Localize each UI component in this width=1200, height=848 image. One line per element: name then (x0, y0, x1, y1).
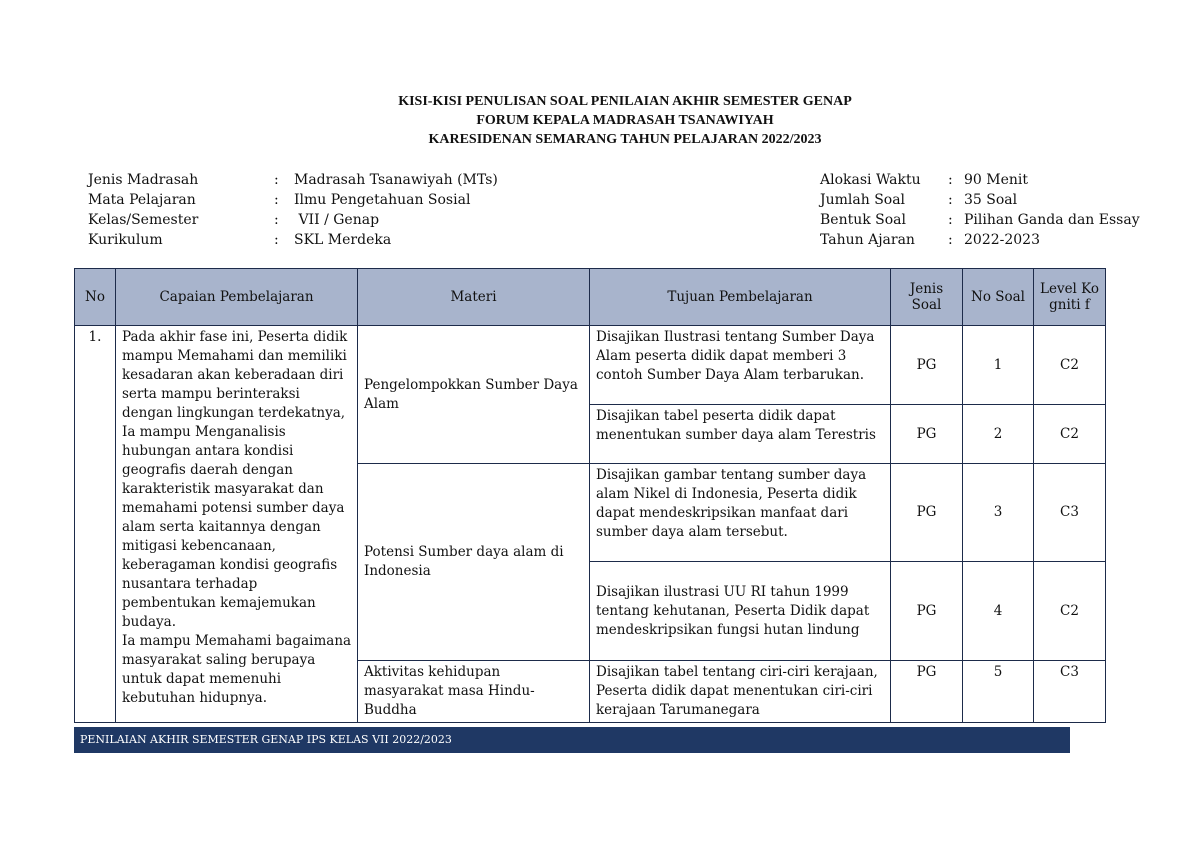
meta-colon: : (948, 192, 953, 208)
meta-row-bentuk-soal (820, 210, 1160, 230)
header-no-soal: No Soal (963, 269, 1034, 326)
meta-colon: : (948, 232, 953, 248)
meta-colon: : (274, 172, 279, 188)
meta-colon: : (274, 212, 279, 228)
cell-level-2: C2 (1034, 405, 1106, 464)
cell-no-5: 5 (963, 661, 1034, 723)
cell-tujuan-5: Disajikan tabel tentang ciri-ciri kerajaan, Peserta didik dapat menentukan ciri-ciri kerajaan Tarumanegara (590, 661, 891, 723)
cell-tujuan-3: Disajikan gambar tentang sumber daya alam Nikel di Indonesia, Peserta didik dapat mendeskripsikan manfaat dari sumber daya alam tersebut. (590, 464, 891, 562)
header-materi: Materi (358, 269, 590, 326)
meta-row-mata-pelajaran (88, 190, 528, 210)
cell-no-4: 4 (963, 562, 1034, 661)
table-header-row (75, 269, 1106, 326)
cell-materi-1: Pengelompokkan Sumber Daya Alam (358, 326, 590, 464)
kisi-kisi-table (74, 268, 1106, 723)
cell-level-4: C2 (1034, 562, 1106, 661)
cell-level-1: C2 (1034, 326, 1106, 405)
meta-colon: : (274, 232, 279, 248)
meta-label: Jenis Madrasah (88, 172, 199, 188)
meta-row-jenis-madrasah (88, 170, 528, 190)
footer-bar: PENILAIAN AKHIR SEMESTER GENAP IPS KELAS VII 2022/2023 (74, 727, 1070, 753)
meta-row-jumlah-soal (820, 190, 1160, 210)
header-no: No (75, 269, 116, 326)
cell-no-3: 3 (963, 464, 1034, 562)
header-level-kognitif: Level Kogniti f (1034, 269, 1106, 326)
meta-value: SKL Merdeka (294, 232, 392, 248)
identity-right (820, 170, 1160, 250)
meta-row-kelas-semester (88, 210, 528, 230)
cell-level-5: C3 (1034, 661, 1106, 723)
title-line-1: KISI-KISI PENULISAN SOAL PENILAIAN AKHIR SEMESTER GENAP (398, 94, 852, 109)
cell-jenis-1: PG (891, 326, 963, 405)
cell-jenis-2: PG (891, 405, 963, 464)
meta-value: Ilmu Pengetahuan Sosial (294, 192, 471, 208)
cell-no-1: 1 (963, 326, 1034, 405)
title-line-2: FORUM KEPALA MADRASAH TSANAWIYAH (476, 113, 774, 128)
meta-value: Pilihan Ganda dan Essay (964, 212, 1140, 228)
meta-row-alokasi-waktu (820, 170, 1160, 190)
cell-jenis-5: PG (891, 661, 963, 723)
meta-label: Kelas/Semester (88, 212, 199, 228)
meta-colon: : (948, 212, 953, 228)
header-jenis-soal: Jenis Soal (891, 269, 963, 326)
table-row (75, 326, 1106, 405)
cell-capaian: Pada akhir fase ini, Peserta didik mampu Memahami dan memiliki kesadaran akan keberadaan diri serta mampu berinteraksi dengan lingkungan terdekatnya, Ia mampu Menganalisis hubungan antara kondisi geografis daerah dengan karakteristik masyarakat dan memahami potensi sumber daya alam serta kaitannya dengan mitigasi kebencanaan, keberagaman kondisi geografis nusantara terhadap pembentukan kemajemukan budaya. Ia mampu Memahami bagaimana masyarakat saling berupaya untuk dapat memenuhi kebutuhan hidupnya. (116, 326, 358, 723)
meta-colon: : (948, 172, 953, 188)
meta-value: 90 Menit (964, 172, 1029, 188)
cell-materi-3: Aktivitas kehidupan masyarakat masa Hindu-Buddha (358, 661, 590, 723)
cell-jenis-4: PG (891, 562, 963, 661)
cell-level-3: C3 (1034, 464, 1106, 562)
meta-label: Mata Pelajaran (88, 192, 196, 208)
meta-value: 2022-2023 (964, 232, 1040, 248)
meta-label: Jumlah Soal (820, 192, 906, 208)
meta-row-kurikulum (88, 230, 528, 250)
title-line-3: KARESIDENAN SEMARANG TAHUN PELAJARAN 2022/2023 (428, 132, 822, 147)
meta-label: Bentuk Soal (820, 212, 907, 228)
meta-label: Tahun Ajaran (820, 232, 915, 248)
cell-row-number: 1. (75, 326, 116, 723)
meta-colon: : (274, 192, 279, 208)
cell-no-2: 2 (963, 405, 1034, 464)
identity-left (88, 170, 528, 250)
meta-value: Madrasah Tsanawiyah (MTs) (294, 172, 498, 188)
document-title (0, 92, 1200, 149)
meta-value: VII / Genap (294, 212, 380, 228)
meta-value: 35 Soal (964, 192, 1018, 208)
meta-label: Kurikulum (88, 232, 163, 248)
cell-jenis-3: PG (891, 464, 963, 562)
header-capaian: Capaian Pembelajaran (116, 269, 358, 326)
cell-materi-2: Potensi Sumber daya alam di Indonesia (358, 464, 590, 661)
meta-row-tahun-ajaran (820, 230, 1160, 250)
cell-tujuan-1: Disajikan Ilustrasi tentang Sumber Daya Alam peserta didik dapat memberi 3 contoh Sumber Daya Alam terbarukan. (590, 326, 891, 405)
cell-tujuan-4: Disajikan ilustrasi UU RI tahun 1999 tentang kehutanan, Peserta Didik dapat mendeskripsikan fungsi hutan lindung (590, 562, 891, 661)
meta-label: Alokasi Waktu (820, 172, 921, 188)
header-tujuan: Tujuan Pembelajaran (590, 269, 891, 326)
cell-tujuan-2: Disajikan tabel peserta didik dapat menentukan sumber daya alam Terestris (590, 405, 891, 464)
